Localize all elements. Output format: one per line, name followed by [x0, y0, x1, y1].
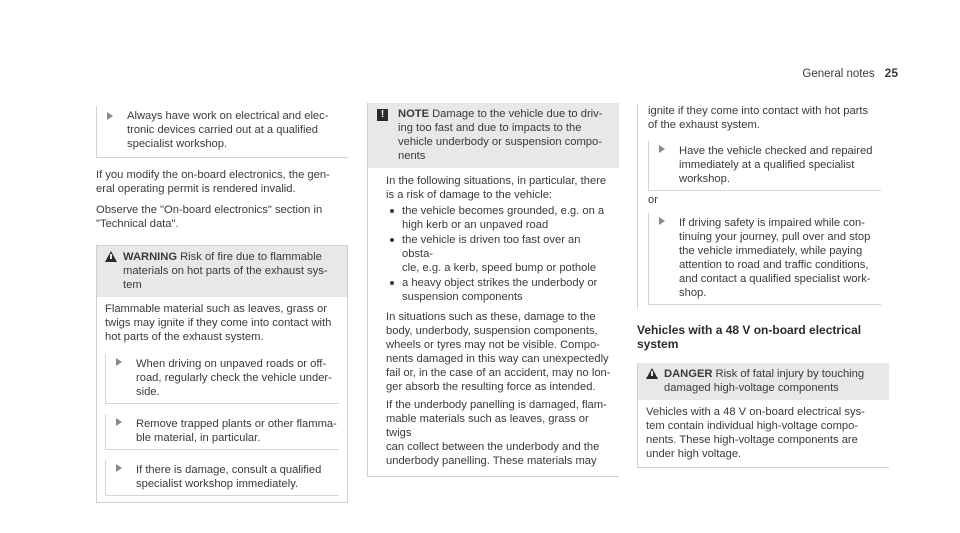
text-line: If driving safety is impaired while con‑ — [679, 217, 865, 229]
instruction-step — [105, 414, 339, 450]
text-line: If the underbody panelling is damaged, flam‑ — [386, 399, 607, 411]
text-line: In the following situations, in particular, there — [386, 175, 607, 187]
arrow-icon — [659, 217, 665, 225]
text-line: tem contain individual high-voltage compo‑ — [646, 420, 859, 432]
text-line: Risk of fire due to flammable — [180, 251, 322, 263]
note-label: NOTE — [398, 108, 430, 120]
section-heading: Vehicles with a 48 V on-board electrical system — [637, 323, 862, 351]
arrow-icon — [116, 464, 122, 472]
text-line: attention to road and traffic conditions, — [679, 259, 869, 271]
text-line: tem — [123, 279, 142, 291]
text-line: suspension components — [402, 291, 523, 303]
text-line: tinuing your journey, pull over and stop — [679, 231, 871, 243]
page-number: 25 — [884, 66, 898, 80]
text-line: nents — [398, 150, 426, 162]
text-line: Remove trapped plants or other flamma‑ — [136, 418, 337, 430]
arrow-icon — [107, 112, 113, 120]
column-right — [637, 104, 889, 468]
paragraph — [386, 398, 611, 468]
text-line: immediately at a qualified specialist — [679, 159, 855, 171]
warning-header — [97, 246, 347, 297]
text-line: Risk of fatal injury by touching — [715, 368, 865, 380]
warning-body — [97, 297, 347, 502]
text-line: cle, e.g. a kerb, speed bump or pothole — [402, 262, 597, 274]
text-line: ignite if they come into contact with hot parts — [648, 105, 869, 117]
instruction-step — [648, 213, 881, 305]
text-line: Always have work on electrical and elec‑ — [127, 110, 329, 122]
text-line: high kerb or an unpaved road — [402, 219, 549, 231]
column-left — [96, 106, 348, 503]
text-line: side. — [136, 386, 160, 398]
text-line: Vehicles with a 48 V on-board electrical sys‑ — [646, 406, 865, 418]
page-header — [802, 66, 898, 81]
bullet-list — [386, 204, 611, 304]
paragraph — [96, 168, 348, 196]
note-box — [367, 103, 619, 477]
instruction-step — [105, 354, 339, 404]
text-line: of the exhaust system. — [648, 119, 760, 131]
text-line: ble material, in particular. — [136, 432, 261, 444]
text-line: is a risk of damage to the vehicle: — [386, 189, 553, 201]
text-line: wheels or tyres may not be visible. Compo‑ — [386, 339, 600, 351]
exclamation-icon: ! — [377, 109, 388, 121]
text-line: If you modify the on-board electronics, the gen‑ — [96, 169, 330, 181]
danger-body — [638, 400, 889, 467]
text-line: ing too fast and due to impacts to the — [398, 122, 582, 134]
warning-box — [96, 245, 348, 503]
text-line: nents damaged in this way can unexpectedly — [386, 353, 609, 365]
text-line: nents. These high-voltage components are — [646, 434, 858, 446]
text-line: the vehicle immediately, while paying — [679, 245, 863, 257]
text-line: the vehicle is driven too fast over an obsta‑ — [402, 234, 581, 260]
text-line: the vehicle becomes grounded, e.g. on a — [402, 205, 605, 217]
arrow-icon — [659, 145, 665, 153]
arrow-icon — [116, 358, 122, 366]
text-line: hot parts of the exhaust system. — [105, 331, 264, 343]
text-line: under high voltage. — [646, 448, 742, 460]
text-line: When driving on unpaved roads or off‑ — [136, 358, 327, 370]
text-line: damaged high-voltage components — [664, 382, 839, 394]
instruction-step — [105, 460, 339, 496]
list-item — [386, 276, 611, 304]
note-header — [368, 103, 619, 168]
danger-header — [638, 363, 889, 400]
danger-label: DANGER — [664, 368, 713, 380]
text-line: Damage to the vehicle due to driv‑ — [432, 108, 603, 120]
text-line: materials on hot parts of the exhaust sys‑ — [123, 265, 328, 277]
text-line: Flammable material such as leaves, grass or — [105, 303, 327, 315]
text-line: Observe the "On-board electronics" section in — [96, 204, 323, 216]
text-line: shop. — [679, 287, 707, 299]
text-line: In situations such as these, damage to the — [386, 311, 596, 323]
text-line: If there is damage, consult a qualified — [136, 464, 322, 476]
text-line: road, regularly check the vehicle under‑ — [136, 372, 332, 384]
text-line: workshop. — [679, 173, 730, 185]
text-line: a heavy object strikes the underbody or — [402, 277, 598, 289]
text-line: fail or, in the case of an accident, may no lon‑ — [386, 367, 611, 379]
instruction-step — [648, 141, 881, 191]
text-line: vehicle underbody or suspension compo‑ — [398, 136, 602, 148]
danger-box — [637, 363, 889, 468]
note-body — [368, 168, 619, 476]
text-line: mable materials such as leaves, grass or twigs — [386, 413, 589, 439]
text-line: tronic devices carried out at a qualified — [127, 124, 318, 136]
section-name: General notes — [802, 68, 875, 80]
paragraph — [386, 310, 611, 394]
or-label: or — [648, 194, 658, 206]
text-line: underbody panelling. These materials may — [386, 455, 597, 467]
text-line: "Technical data". — [96, 218, 179, 230]
text-line: and contact a qualified specialist work‑ — [679, 273, 871, 285]
text-line: body, underbody, suspension components, — [386, 325, 598, 337]
paragraph — [96, 203, 348, 231]
text-line: eral operating permit is rendered invalid. — [96, 183, 296, 195]
column-middle — [367, 103, 619, 477]
text-line: specialist workshop. — [127, 138, 228, 150]
text-line: can collect between the underbody and the — [386, 441, 600, 453]
continued-block — [637, 104, 889, 309]
text-line: specialist workshop immediately. — [136, 478, 299, 490]
list-item — [386, 204, 611, 232]
arrow-icon — [116, 418, 122, 426]
warning-label: WARNING — [123, 251, 178, 263]
text-line: ger absorb the resulting force as intended. — [386, 381, 596, 393]
instruction-step — [96, 106, 348, 158]
list-item — [386, 233, 611, 275]
text-line: Have the vehicle checked and repaired — [679, 145, 873, 157]
text-line: twigs may ignite if they come into contact with — [105, 317, 332, 329]
